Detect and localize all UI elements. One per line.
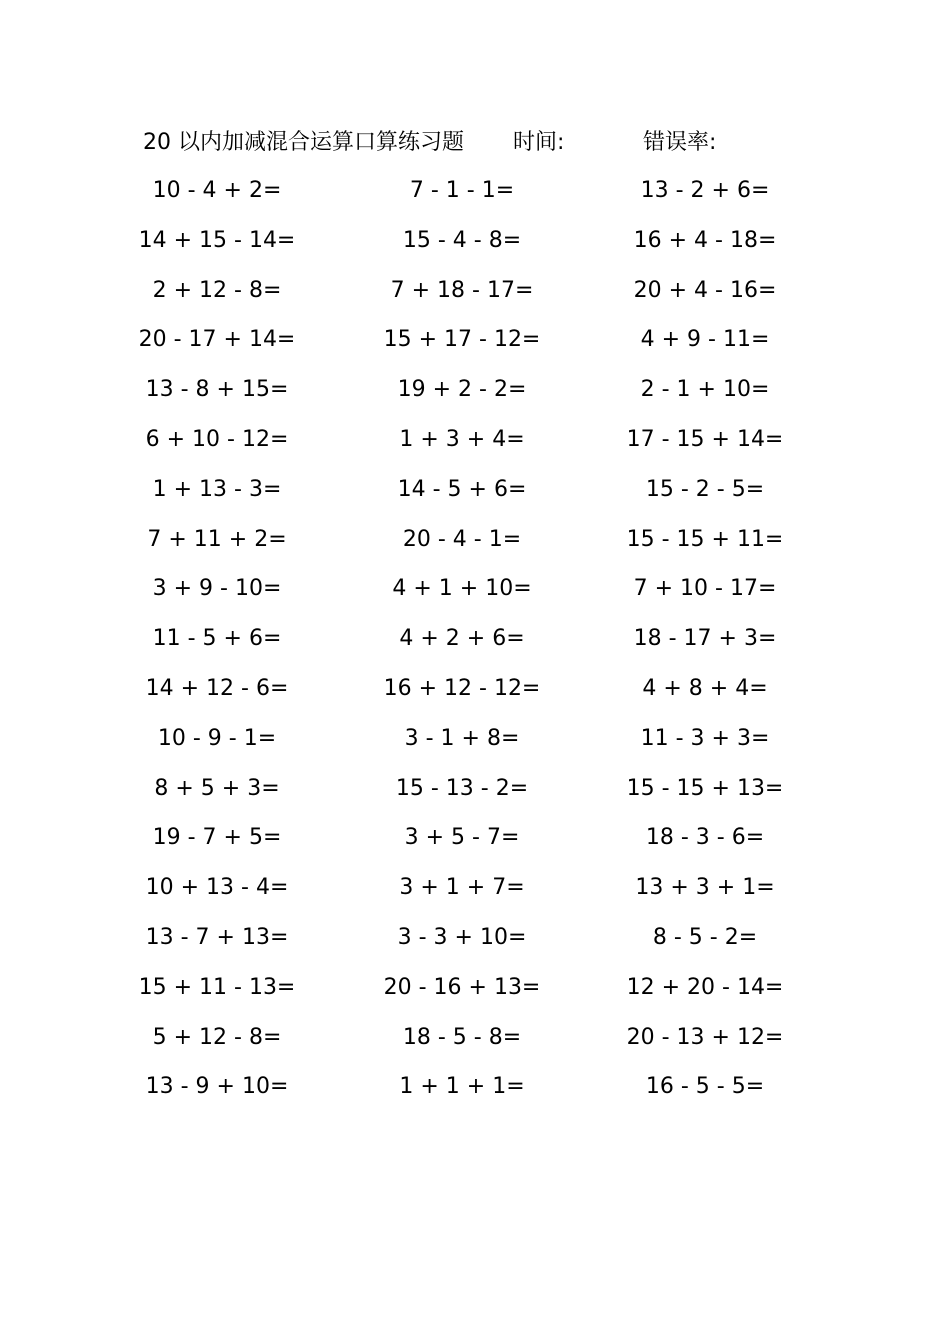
problem: 15 - 2 - 5= [645,476,765,502]
problem: 10 - 4 + 2= [152,178,282,203]
problem: 11 - 3 + 3= [640,725,770,751]
problem: 8 - 5 - 2= [652,924,758,950]
problem-row [0,672,950,722]
problem-row [0,971,950,1021]
problem: 20 - 4 - 1= [402,526,522,552]
problem: 4 + 9 - 11= [640,327,770,353]
problem: 20 - 16 + 13= [383,974,541,1000]
problem-row [0,423,950,473]
problem: 16 + 4 - 18= [633,227,777,253]
problem: 15 - 13 - 2= [395,775,529,801]
problem: 18 - 17 + 3= [633,626,777,652]
problem: 1 + 1 + 1= [399,1074,525,1100]
worksheet-header [143,126,843,160]
problem-row [0,1070,950,1120]
problem: 10 - 9 - 1= [157,725,277,751]
problem-row [0,523,950,573]
problem: 6 + 10 - 12= [145,426,289,452]
error-rate-label: 错误率: [643,130,717,155]
problem: 1 + 13 - 3= [152,476,282,502]
problem: 20 + 4 - 16= [633,277,777,303]
problem: 2 + 12 - 8= [152,277,282,303]
worksheet-title: 20 以内加减混合运算口算练习题 [143,130,464,155]
problem: 18 - 5 - 8= [402,1024,522,1050]
problem: 18 - 3 - 6= [645,825,765,851]
problem-row [0,1021,950,1071]
problem-row [0,871,950,921]
problem: 13 + 3 + 1= [635,875,775,901]
problem: 1 + 3 + 4= [399,426,525,452]
time-label: 时间: [513,130,565,155]
problem: 4 + 1 + 10= [392,576,532,602]
problem-row [0,772,950,822]
problem-row [0,323,950,373]
problem: 10 + 13 - 4= [145,875,289,901]
problem-row [0,821,950,871]
problem: 12 + 20 - 14= [626,974,784,1000]
problem: 4 + 2 + 6= [399,626,525,652]
problem-row [0,921,950,971]
problem: 15 - 15 + 13= [626,775,784,801]
problem: 14 - 5 + 6= [397,476,527,502]
problem: 3 - 3 + 10= [397,924,527,950]
problem: 11 - 5 + 6= [152,626,282,652]
problem: 19 - 7 + 5= [152,825,282,851]
problem-row [0,373,950,423]
problem-row [0,274,950,324]
problem: 13 - 8 + 15= [145,377,289,403]
problem-row [0,622,950,672]
problem-grid [0,174,950,1120]
problem: 20 - 13 + 12= [626,1024,784,1050]
problem: 5 + 12 - 8= [152,1024,282,1050]
problem: 3 + 1 + 7= [399,875,525,901]
problem: 16 + 12 - 12= [383,675,541,701]
problem-row [0,572,950,622]
problem: 15 + 11 - 13= [138,974,296,1000]
problem: 20 - 17 + 14= [138,327,296,353]
problem-row [0,722,950,772]
problem-row [0,174,950,224]
problem: 15 + 17 - 12= [383,327,541,353]
problem: 15 - 15 + 11= [626,526,784,552]
problem: 14 + 15 - 14= [138,227,296,253]
problem: 17 - 15 + 14= [626,426,784,452]
problem: 13 - 9 + 10= [145,1074,289,1100]
problem: 2 - 1 + 10= [640,377,770,403]
problem: 19 + 2 - 2= [397,377,527,403]
problem: 3 + 9 - 10= [152,576,282,602]
problem: 8 + 5 + 3= [154,775,280,801]
problem: 3 + 5 - 7= [404,825,520,851]
problem: 7 - 1 - 1= [409,178,515,203]
problem: 15 - 4 - 8= [402,227,522,253]
problem: 14 + 12 - 6= [145,675,289,701]
problem: 13 - 7 + 13= [145,924,289,950]
problem-row [0,473,950,523]
problem: 13 - 2 + 6= [640,178,770,203]
problem-row [0,224,950,274]
problem: 16 - 5 - 5= [645,1074,765,1100]
problem: 7 + 10 - 17= [633,576,777,602]
problem: 4 + 8 + 4= [642,675,768,701]
problem: 3 - 1 + 8= [404,725,520,751]
problem: 7 + 18 - 17= [390,277,534,303]
problem: 7 + 11 + 2= [147,526,287,552]
